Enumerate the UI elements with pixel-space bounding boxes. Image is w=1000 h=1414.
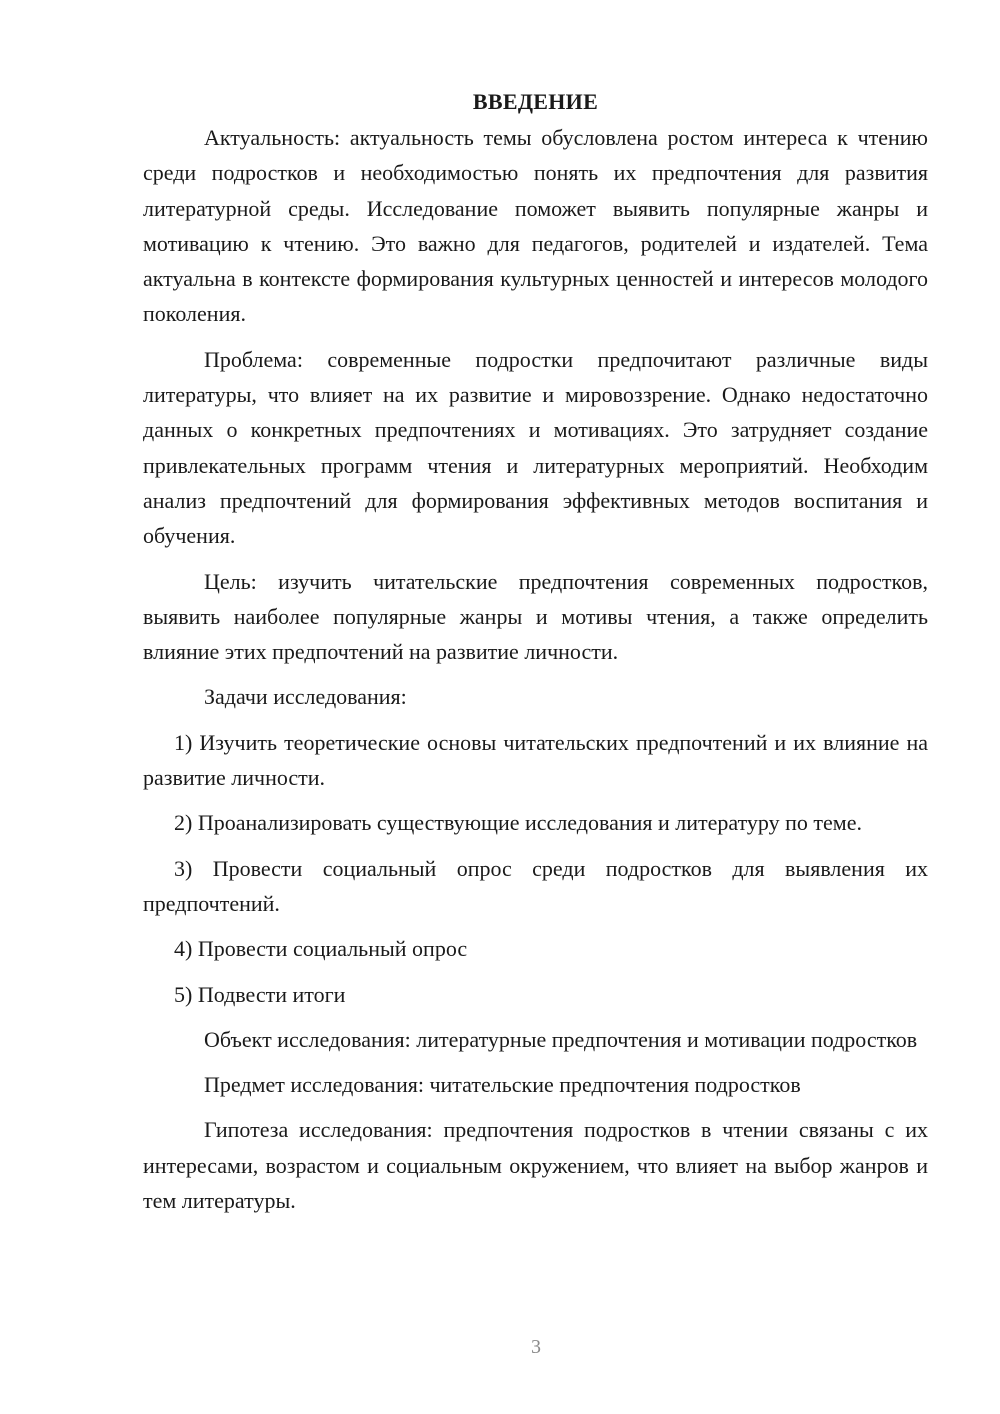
- hypothesis-paragraph: Гипотеза исследования: предпочтения подростков в чтении связаны с их интересами, возрастом и социальным окружением, что влияет на выбор жанров и тем литературы.: [143, 1117, 928, 1214]
- problem-paragraph: Проблема: современные подростки предпочитают различные виды литературы, что влияет на их развитие и мировоззрение. Однако недостаточно данных о конкретных предпочтениях и мотивациях. Это затрудняет создание привлекательных программ чтения и литературных мероприятий. Необходим анализ предпочтений для формирования эффективных методов воспитания и обучения.: [143, 346, 928, 549]
- goal-paragraph: Цель: изучить читательские предпочтения современных подростков, выявить наиболее популярные жанры и мотивы чтения, а также определить влияние этих предпочтений на развитие личности.: [143, 568, 928, 665]
- task-item-1: 1) Изучить теоретические основы читательских предпочтений и их влияние на развитие личности.: [143, 729, 928, 791]
- page-number: 3: [531, 1336, 541, 1358]
- task-item-5: 5) Подвести итоги: [174, 981, 346, 1007]
- task-item-3: 3) Провести социальный опрос среди подростков для выявления их предпочтений.: [143, 855, 928, 916]
- subject-paragraph: Предмет исследования: читательские предпочтения подростков: [204, 1072, 801, 1098]
- section-title: ВВЕДЕНИЕ: [472, 89, 599, 114]
- tasks-heading: Задачи исследования:: [204, 684, 407, 710]
- task-item-4: 4) Провести социальный опрос: [174, 936, 468, 962]
- document-page: [143, 88, 928, 1228]
- task-item-2: 2) Проанализировать существующие исследования и литературу по теме.: [174, 810, 862, 836]
- relevance-paragraph: Актуальность: актуальность темы обусловлена ростом интереса к чтению среди подростков и необходимостью понять их предпочтения для развития литературной среды. Исследование поможет выявить популярные жанры и мотивацию к чтению. Это важно для педагогов, родителей и издателей. Тема актуальна в контексте формирования культурных ценностей и интересов молодого поколения.: [143, 125, 928, 327]
- object-paragraph: Объект исследования: литературные предпочтения и мотивации подростков: [204, 1026, 918, 1052]
